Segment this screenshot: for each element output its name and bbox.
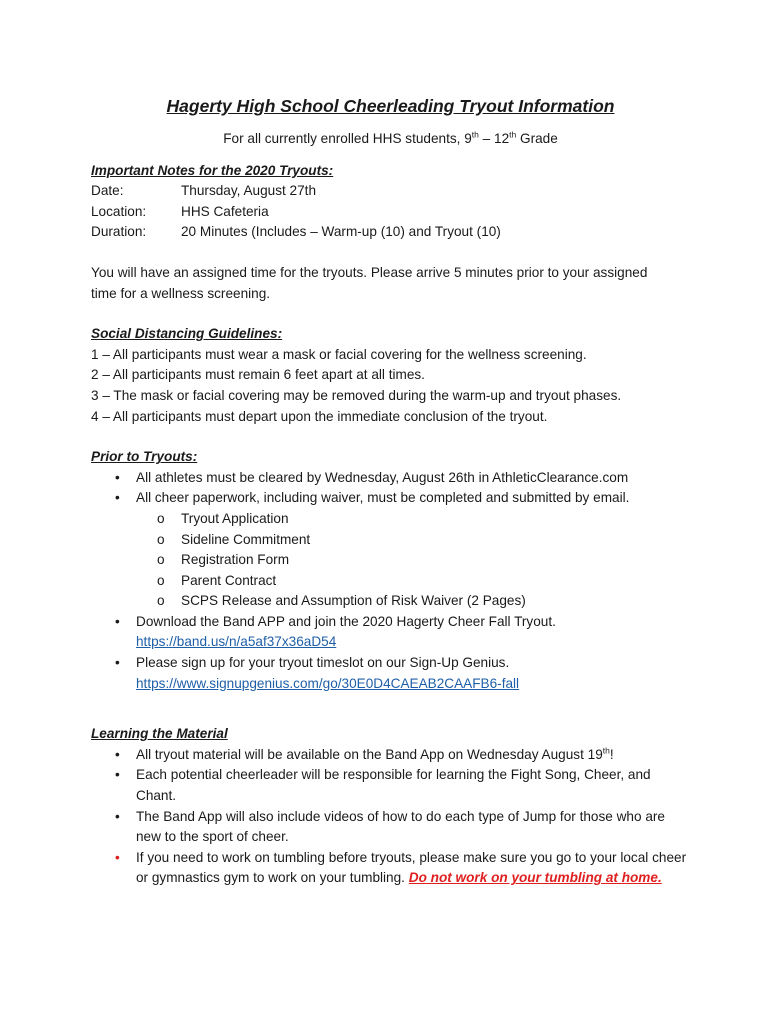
notes-heading: Important Notes for the 2020 Tryouts: xyxy=(91,162,334,178)
bullet-icon: • xyxy=(115,655,120,671)
subtitle-text: – 12 xyxy=(478,131,510,146)
prior-list xyxy=(91,468,690,695)
list-item xyxy=(91,468,690,489)
notes-value: HHS Cafeteria xyxy=(181,203,269,219)
list-item-text: If you need to work on tumbling before tryouts, please make sure you go to your local cheer or gymnastics gym to work on your tumbling. xyxy=(136,849,687,886)
learning-section xyxy=(91,724,690,889)
bullet-icon: • xyxy=(115,767,120,783)
list-item xyxy=(91,488,690,509)
list-item-text: All tryout material will be available on the Band App on Wednesday August 19 xyxy=(136,746,603,762)
circle-bullet-icon: o xyxy=(157,572,165,588)
subtitle-text: Grade xyxy=(516,131,558,146)
sub-list-item xyxy=(91,571,690,592)
notes-label: Location: xyxy=(91,203,147,219)
subtitle-sup: th xyxy=(509,129,517,140)
sub-list-item xyxy=(91,591,690,612)
red-bullet-icon: • xyxy=(115,849,120,865)
sub-list-item-text: Tryout Application xyxy=(181,510,289,526)
guideline-line: 1 – All participants must wear a mask or facial covering for the wellness screening. xyxy=(91,346,587,362)
prior-heading: Prior to Tryouts: xyxy=(91,449,198,465)
list-item-text: Download the Band APP and join the 2020 Hagerty Cheer Fall Tryout. xyxy=(136,613,556,629)
guideline-line: 4 – All participants must depart upon the immediate conclusion of the tryout. xyxy=(91,408,548,424)
bullet-icon: • xyxy=(115,469,120,485)
sub-list-item xyxy=(91,550,690,571)
tumbling-warning: Do not work on your tumbling at home. xyxy=(408,870,662,886)
list-item xyxy=(91,612,690,653)
guideline-line: 2 – All participants must remain 6 feet apart at all times. xyxy=(91,367,425,383)
bullet-icon: • xyxy=(115,490,120,506)
subtitle xyxy=(91,129,690,150)
list-item xyxy=(91,848,690,889)
notes-value: 20 Minutes (Includes – Warm-up (10) and Tryout (10) xyxy=(181,224,501,240)
sub-list-item-text: Parent Contract xyxy=(181,572,277,588)
subtitle-text: For all currently enrolled HHS students, 9 xyxy=(223,131,472,146)
bullet-icon: • xyxy=(115,746,120,762)
sub-list-item-text: Sideline Commitment xyxy=(181,531,311,547)
bullet-icon: • xyxy=(115,808,120,824)
list-item xyxy=(91,653,690,694)
signup-link[interactable]: https://www.signupgenius.com/go/30E0D4CAEAB2CAAFB6-fall xyxy=(136,675,520,691)
notes-label: Duration: xyxy=(91,224,147,240)
notes-label: Date: xyxy=(91,183,124,199)
guideline-line: 3 – The mask or facial covering may be removed during the warm-up and tryout phases. xyxy=(91,387,622,403)
list-item xyxy=(91,765,656,806)
bullet-icon: • xyxy=(115,613,120,629)
sub-list-item-text: Registration Form xyxy=(181,552,290,568)
list-item xyxy=(91,745,690,766)
prior-section xyxy=(91,447,690,694)
list-item xyxy=(91,807,690,848)
notes-row-location xyxy=(91,202,690,223)
circle-bullet-icon: o xyxy=(157,593,165,609)
circle-bullet-icon: o xyxy=(157,531,165,547)
circle-bullet-icon: o xyxy=(157,510,165,526)
list-item-sup: th xyxy=(602,745,610,756)
list-item-text: All athletes must be cleared by Wednesday, August 26th in AthleticClearance.com xyxy=(136,469,629,485)
notes-row-date xyxy=(91,181,690,202)
list-item-text: The Band App will also include videos of how to do each type of Jump for those who are new to the sport of cheer. xyxy=(136,808,665,845)
sub-list-item-text: SCPS Release and Assumption of Risk Waiver (2 Pages) xyxy=(181,593,526,609)
list-item-text: ! xyxy=(609,746,614,762)
circle-bullet-icon: o xyxy=(157,552,165,568)
list-item-text: Each potential cheerleader will be responsible for learning the Fight Song, Cheer, and Chant. xyxy=(136,767,651,804)
sub-list-item xyxy=(91,509,690,530)
list-item-text: Please sign up for your tryout timeslot on our Sign-Up Genius. xyxy=(136,655,510,671)
learning-list xyxy=(91,745,690,889)
notes-row-duration xyxy=(91,222,690,243)
subtitle-sup: th xyxy=(471,129,479,140)
learning-heading: Learning the Material xyxy=(91,726,228,742)
notes-value: Thursday, August 27th xyxy=(181,183,317,199)
page-title: Hagerty High School Cheerleading Tryout Information xyxy=(166,96,615,116)
sub-list-item xyxy=(91,530,690,551)
notes-section xyxy=(91,161,690,243)
band-link[interactable]: https://band.us/n/a5af37x36aD54 xyxy=(136,634,337,650)
social-distancing-section xyxy=(91,324,690,427)
list-item-text: All cheer paperwork, including waiver, must be completed and submitted by email. xyxy=(136,490,630,506)
assigned-time-paragraph: You will have an assigned time for the tryouts. Please arrive 5 minutes prior to your assigned time for a wellness screening. xyxy=(91,264,648,301)
social-heading: Social Distancing Guidelines: xyxy=(91,326,283,342)
